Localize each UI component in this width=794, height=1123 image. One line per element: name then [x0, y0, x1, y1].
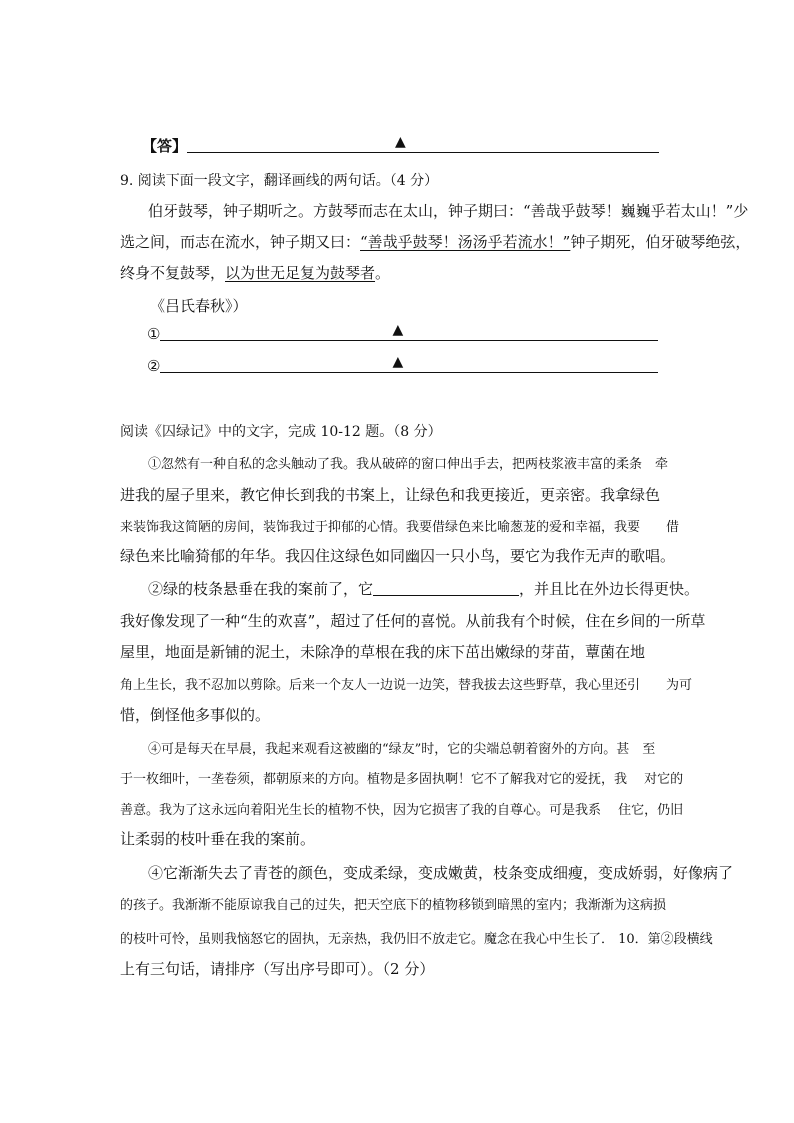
- reading-line-9: 惜，倒怪他多事似的。: [120, 706, 271, 724]
- reading-l5-tail: ，并且比在外边长得更快。: [519, 580, 700, 598]
- reading-line-5: [148, 578, 699, 599]
- reading-line-17: 上有三句话，请排序（写出序号即可）。（2 分）: [120, 960, 435, 978]
- reading-intro: 阅读《囚绿记》中的文字，完成 10-12 题。（8 分）: [120, 424, 442, 440]
- triangle-mark-icon: ▲: [395, 134, 406, 150]
- answer-label: 【答】: [142, 137, 188, 155]
- q9-passage-line-3: [120, 262, 390, 283]
- q9-p3-text: 终身不复鼓琴，: [120, 264, 226, 282]
- reading-line-14: ④它渐渐失去了青苍的颜色，变成柔绿，变成嫩黄，枝条变成细瘦，变成娇弱，好像病了: [148, 864, 734, 882]
- reading-line-16: 的枝叶可怜，虽则我恼怒它的固执，无亲热，我仍旧不放走它。魔念在我心中生长了． 10．第②段横线: [120, 932, 713, 947]
- reading-fill-blank[interactable]: [373, 581, 519, 596]
- reading-l5-text: ②绿的枝条悬垂在我的案前了，它: [148, 580, 374, 598]
- reading-line-3: 来装饰我这简陋的房间，装饰我过于抑郁的心情。我要借绿色来比喻葱茏的爱和幸福，我要 借: [120, 520, 680, 535]
- q9-answer-line-1: [147, 322, 658, 343]
- q9-blank-2[interactable]: [160, 354, 658, 373]
- q9-p2-tail: 钟子期死，伯牙破琴绝弦，: [570, 233, 751, 251]
- triangle-mark-icon: ▲: [392, 322, 404, 338]
- q9-blank-label-1: ①: [147, 325, 161, 343]
- q9-title: 9. 阅读下面一段文字，翻译画线的两句话。（4 分）: [120, 173, 439, 189]
- q9-source: 《吕氏春秋》）: [150, 297, 248, 315]
- q9-underlined-sentence-2: 以为世无足复为鼓琴者: [225, 264, 376, 282]
- reading-line-13: 让柔弱的枝叶垂在我的案前。: [120, 830, 316, 848]
- q9-passage-line-2: [120, 231, 750, 252]
- reading-line-4: 绿色来比喻猗郁的年华。我囚住这绿色如同幽囚一只小鸟，要它为我作无声的歌唱。: [120, 547, 676, 565]
- reading-line-11: 于一枚细叶，一垄卷须，都朝原来的方向。植物是多固执啊！它不了解我对它的爱抚，我 对它的: [120, 772, 684, 787]
- q9-passage-line-1: 伯牙鼓琴，钟子期听之。方鼓琴而志在太山，钟子期曰：“善哉乎鼓琴！巍巍乎若太山！”少: [148, 202, 749, 220]
- reading-line-10: ④可是每天在早晨，我起来观看这被幽的“绿友”时，它的尖端总朝着窗外的方向。甚 至: [148, 742, 656, 757]
- reading-line-8: 角上生长，我不忍加以剪除。后来一个友人一边说一边笑，替我拔去这些野草，我心里还引 为可: [120, 678, 693, 693]
- reading-line-1: ①忽然有一种自私的念头触动了我。我从破碎的窗口伸出手去，把两枝浆液丰富的柔条 牵: [148, 457, 669, 472]
- reading-line-15: 的孩子。我渐渐不能原谅我自己的过失，把天空底下的植物移锁到暗黑的室内；我渐渐为这病损: [120, 898, 667, 913]
- q9-p2-text: 选之间，而志在流水，钟子期又曰：: [120, 233, 361, 251]
- answer-blank[interactable]: [187, 134, 659, 153]
- q9-answer-line-2: [147, 354, 658, 375]
- answer-row: [142, 135, 659, 156]
- reading-line-6: 我好像发现了一种“生的欢喜”，超过了任何的喜悦。从前我有个时候，住在乡间的一所草: [120, 612, 706, 630]
- reading-line-7: 屋里，地面是新铺的泥土，未除净的草根在我的床下茁出嫩绿的芽苗，蕈菌在地: [120, 643, 646, 661]
- q9-blank-label-2: ②: [147, 357, 161, 375]
- q9-underlined-sentence-1: “善哉乎鼓琴！汤汤乎若流水！”: [360, 233, 571, 251]
- q9-p3-tail: 。: [375, 264, 391, 282]
- q9-blank-1[interactable]: [160, 322, 658, 341]
- reading-line-2: 进我的屋子里来，教它伸长到我的书案上，让绿色和我更接近，更亲密。我拿绿色: [120, 486, 661, 504]
- reading-line-12: 善意。我为了这永远向着阳光生长的植物不快，因为它损害了我的自尊心。可是我系 住它，仍旧: [120, 803, 684, 818]
- triangle-mark-icon: ▲: [392, 354, 404, 370]
